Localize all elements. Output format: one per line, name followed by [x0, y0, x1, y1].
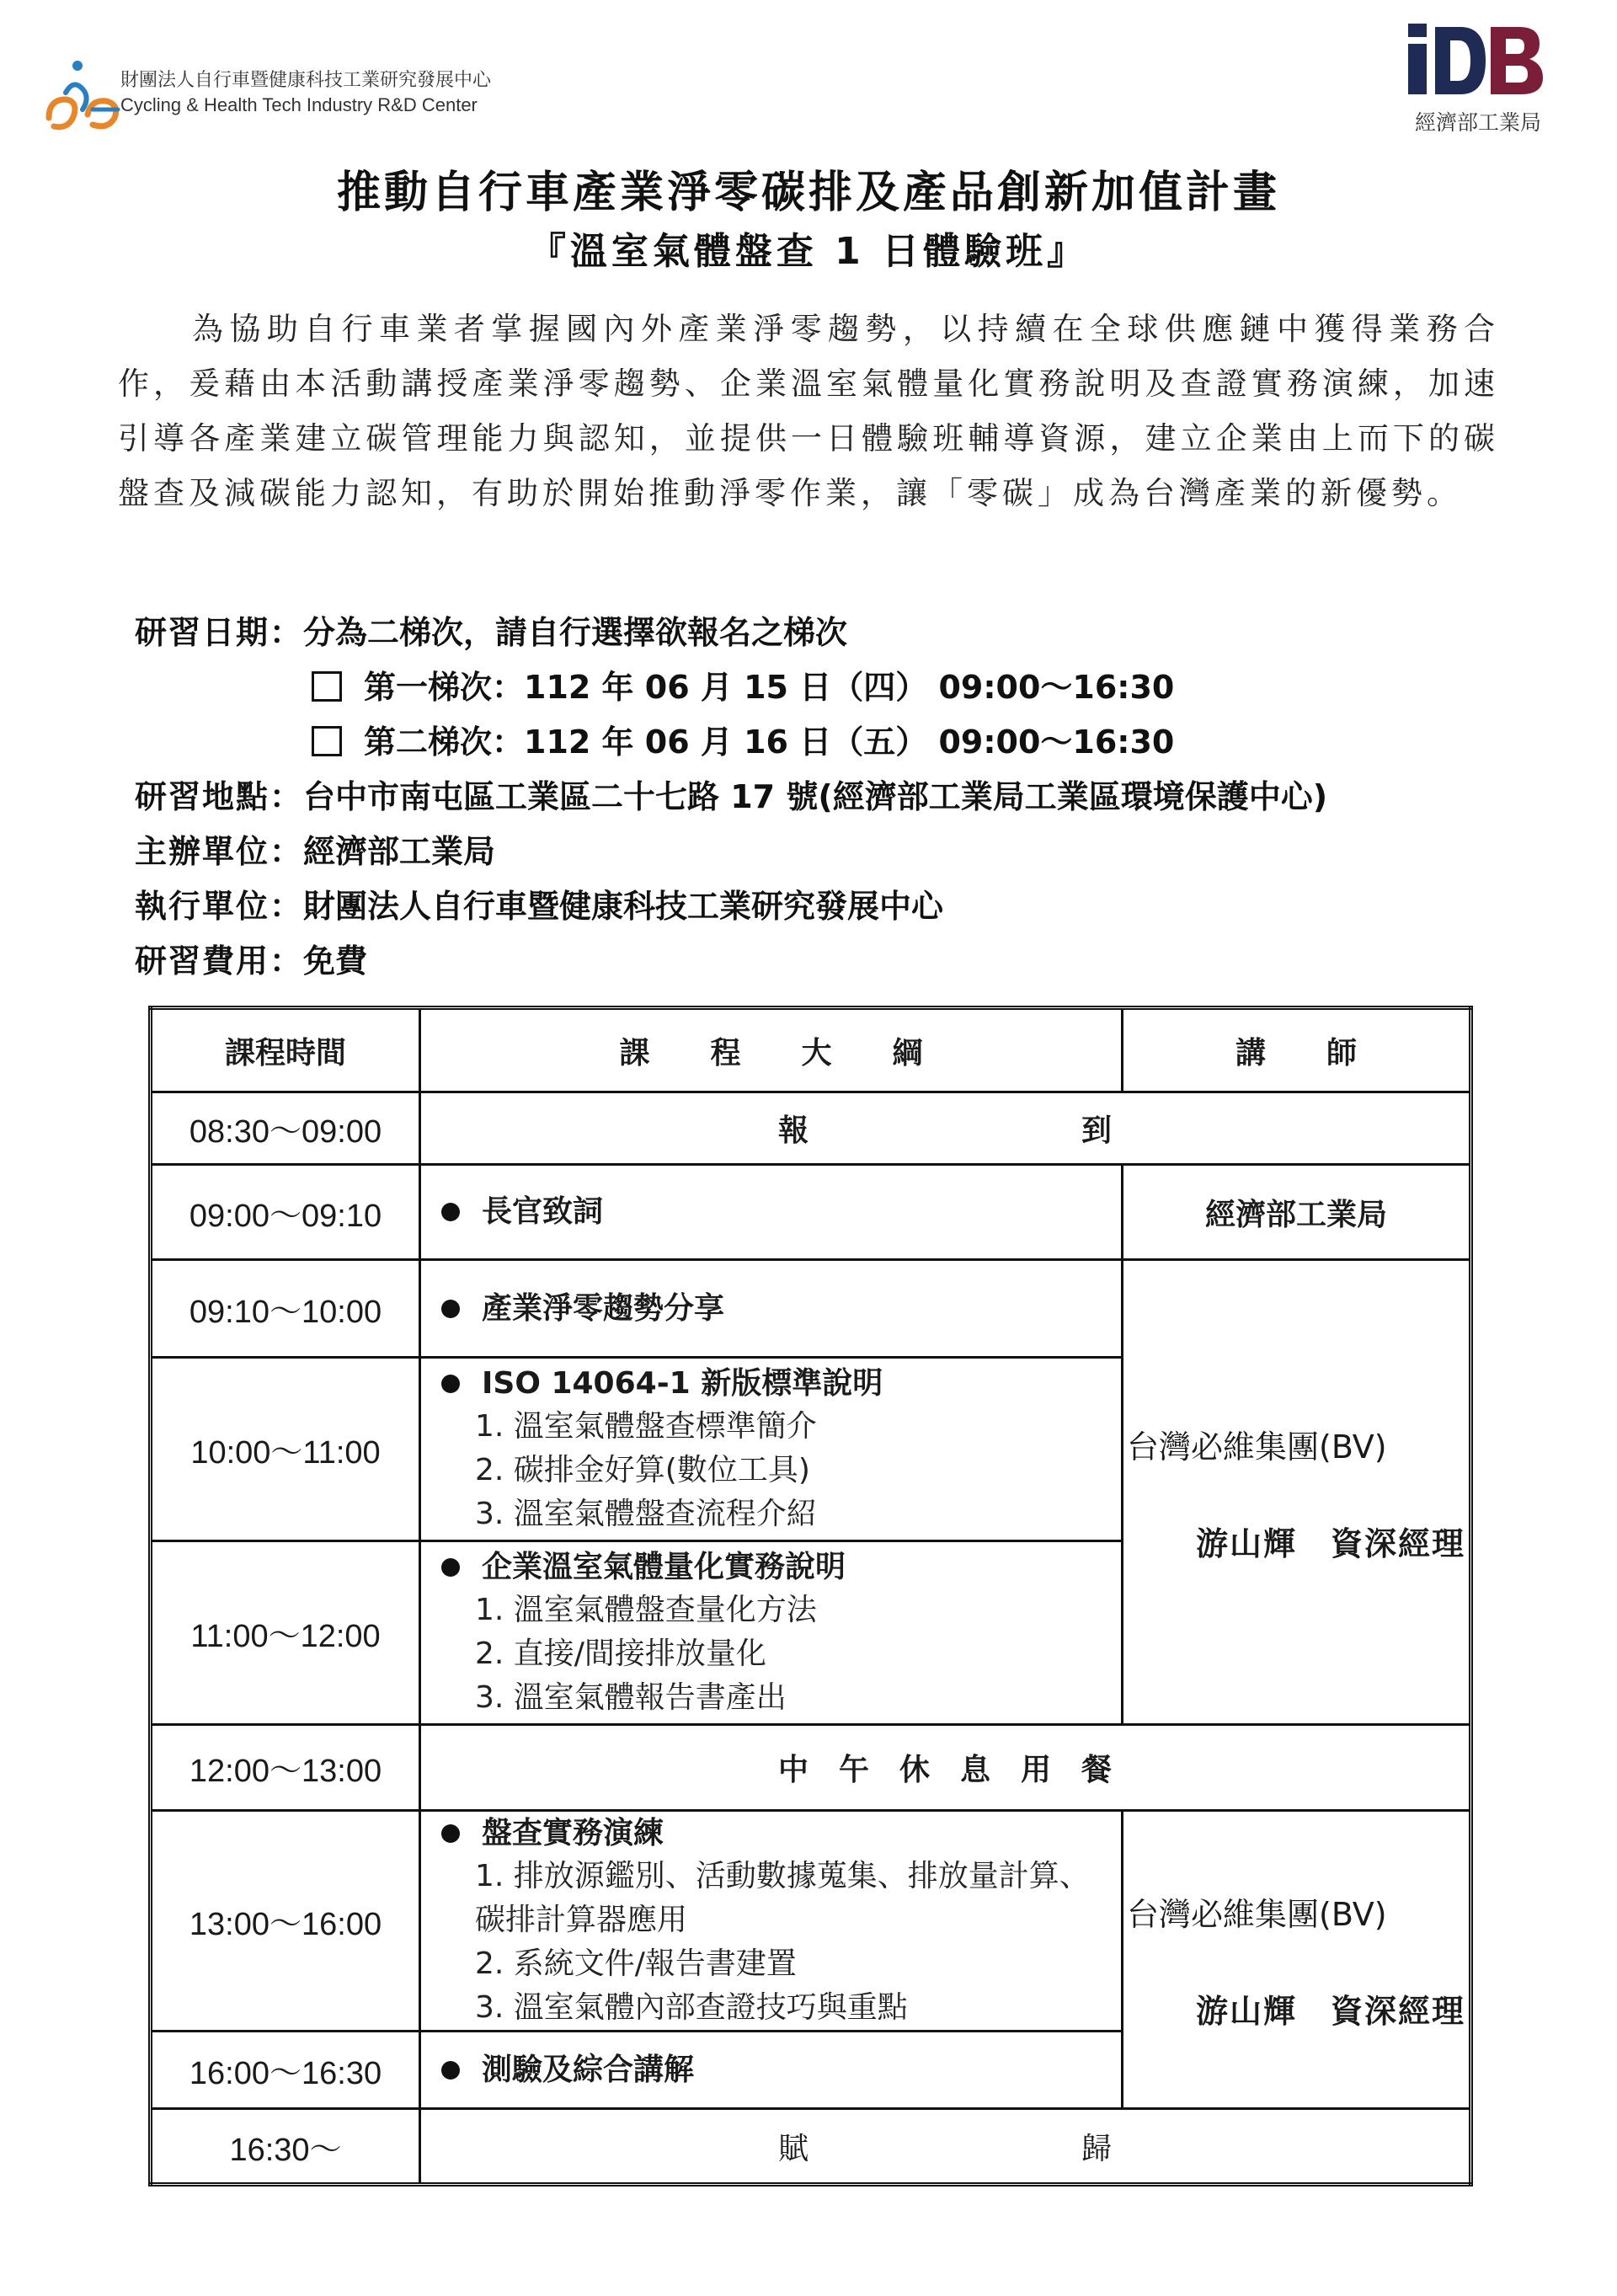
- bullet-icon: [441, 1824, 460, 1843]
- host-value: 經濟部工業局: [303, 833, 496, 870]
- lecturer-cell-bv-afternoon: [1123, 1811, 1471, 2109]
- lunch-cell: 中 午 休 息 用 餐: [420, 1725, 1471, 1811]
- opening-speech: 長官致詞: [482, 1194, 604, 1229]
- fee-label: 研習費用：: [135, 942, 304, 980]
- time-cell: 13:00～16:00: [151, 1811, 420, 2032]
- table-header-row: [151, 1008, 1471, 1092]
- fee-row: [135, 935, 1566, 981]
- quant-sub-3: 3. 溫室氣體報告書產出: [475, 1679, 787, 1715]
- location-label: 研習地點：: [135, 778, 304, 815]
- quant-sub-1: 1. 溫室氣體盤查量化方法: [475, 1592, 817, 1627]
- lecturer-name: 游山輝 資深經理: [1195, 1524, 1465, 1562]
- bullet-icon: [441, 1558, 460, 1577]
- time-cell: 09:10～10:00: [151, 1260, 420, 1358]
- time-cell: 10:00～11:00: [151, 1358, 420, 1541]
- table-row: [151, 1260, 1471, 1358]
- iso-topic: ISO 14064-1 新版標準說明: [482, 1365, 883, 1401]
- lecturer-cell-bv-morning: [1123, 1260, 1471, 1725]
- location-value: 台中市南屯區工業區二十七路 17 號(經濟部工業局工業區環境保護中心): [303, 778, 1328, 815]
- trend-sharing: 產業淨零趨勢分享: [482, 1290, 725, 1326]
- batch-1-label: 第一梯次：112 年 06 月 15 日（四） 09:00～16:30: [364, 669, 1175, 706]
- document-title: 推動自行車產業淨零碳排及產品創新加值計畫: [336, 168, 1280, 218]
- table-row: [151, 1165, 1471, 1260]
- bullet-icon: [441, 2061, 460, 2080]
- iso-sub-2: 2. 碳排金好算(數位工具): [475, 1452, 810, 1487]
- batch-1-option[interactable]: [312, 661, 1174, 707]
- lecturer-org: 台灣必維集團(BV): [1127, 1895, 1387, 1933]
- quiz-topic: 測驗及綜合講解: [482, 2052, 695, 2087]
- batch-1-checkbox[interactable]: [312, 671, 342, 702]
- header-outline: 課 程 大 綱: [420, 1008, 1123, 1092]
- cycling-center-logo-icon: [40, 59, 125, 135]
- time-cell: 16:30～: [151, 2109, 420, 2185]
- fee-value: 免費: [303, 942, 368, 980]
- schedule-table: [148, 1006, 1473, 2187]
- outline-cell: [420, 1165, 1123, 1260]
- intro-paragraph: 為協助自行車業者掌握國內外產業淨零趨勢，以持續在全球供應鏈中獲得業務合作，爰藉由本活動講授產業淨零趨勢、企業溫室氣體量化實務說明及查證實務演練，加速引導各產業建立碳管理能力與認知，並提供一日體驗班輔導資源，建立企業由上而下的碳盤查及減碳能力認知，有助於開始推動淨零作業，讓「零碳」成為台灣產業的新優勢。: [118, 311, 1499, 511]
- header-lecturer: 講 師: [1123, 1008, 1471, 1092]
- outline-cell: [420, 1541, 1123, 1725]
- cycling-center-logo: [40, 59, 492, 135]
- idb-logo-icon: [1408, 24, 1543, 98]
- time-cell: 09:00～09:10: [151, 1165, 420, 1260]
- bullet-icon: [441, 1375, 460, 1393]
- lecturer-org: 台灣必維集團(BV): [1127, 1428, 1387, 1466]
- host-row: [135, 825, 1566, 872]
- iso-sub-1: 1. 溫室氣體盤查標準簡介: [475, 1408, 817, 1444]
- bullet-icon: [441, 1203, 460, 1221]
- location-row: [135, 771, 1566, 817]
- org-name-english: Cycling & Health Tech Industry R&D Center: [120, 94, 478, 115]
- org-name-chinese: 財團法人自行車暨健康科技工業研究發展中心: [120, 70, 492, 91]
- training-date-row: [135, 606, 1566, 653]
- quant-sub-2: 2. 直接/間接排放量化: [475, 1636, 766, 1671]
- outline-cell: [420, 1358, 1123, 1541]
- host-label: 主辦單位：: [135, 833, 304, 870]
- table-row: [151, 1725, 1471, 1811]
- idb-caption: 經濟部工業局: [1414, 110, 1541, 135]
- batch-2-checkbox[interactable]: [312, 726, 342, 756]
- outline-cell: [420, 2032, 1123, 2109]
- lecturer-name: 游山輝 資深經理: [1195, 1992, 1465, 2030]
- practice-sub-2: 2. 系統文件/報告書建置: [475, 1946, 797, 1981]
- bullet-icon: [441, 1300, 460, 1318]
- practice-sub-3: 3. 溫室氣體內部查證技巧與重點: [475, 1989, 908, 2025]
- document-subtitle: 『溫室氣體盤查 1 日體驗班』: [528, 230, 1089, 273]
- header-time: 課程時間: [151, 1008, 420, 1092]
- executor-value: 財團法人自行車暨健康科技工業研究發展中心: [303, 888, 944, 925]
- time-cell: 11:00～12:00: [151, 1541, 420, 1725]
- time-cell: 12:00～13:00: [151, 1725, 420, 1811]
- practice-sub-1-cont: 碳排計算器應用: [475, 1902, 688, 1937]
- outline-cell: [420, 1811, 1123, 2032]
- iso-sub-3: 3. 溫室氣體盤查流程介紹: [475, 1496, 817, 1531]
- practice-topic: 盤查實務演練: [482, 1815, 664, 1850]
- checkin-cell: 報 到: [420, 1092, 1471, 1165]
- dismiss-cell: 賦 歸: [420, 2109, 1471, 2185]
- table-row: [151, 1092, 1471, 1165]
- time-cell: 16:00～16:30: [151, 2032, 420, 2109]
- table-row: [151, 1811, 1471, 2032]
- executor-label: 執行單位：: [135, 888, 304, 925]
- executor-row: [135, 880, 1566, 926]
- quant-topic: 企業溫室氣體量化實務說明: [482, 1549, 846, 1584]
- time-cell: 08:30～09:00: [151, 1092, 420, 1165]
- training-date-value: 分為二梯次，請自行選擇欲報名之梯次: [303, 614, 848, 651]
- outline-cell: [420, 1260, 1123, 1358]
- batch-2-option[interactable]: [312, 716, 1174, 762]
- lecturer-cell-opening: 經濟部工業局: [1123, 1165, 1471, 1260]
- batch-2-label: 第二梯次：112 年 06 月 16 日（五） 09:00～16:30: [364, 724, 1175, 761]
- idb-logo: [1398, 24, 1558, 141]
- practice-sub-1: 1. 排放源鑑別、活動數據蒐集、排放量計算、: [475, 1858, 1090, 1893]
- table-row: [151, 2109, 1471, 2185]
- training-date-label: 研習日期：: [135, 614, 304, 651]
